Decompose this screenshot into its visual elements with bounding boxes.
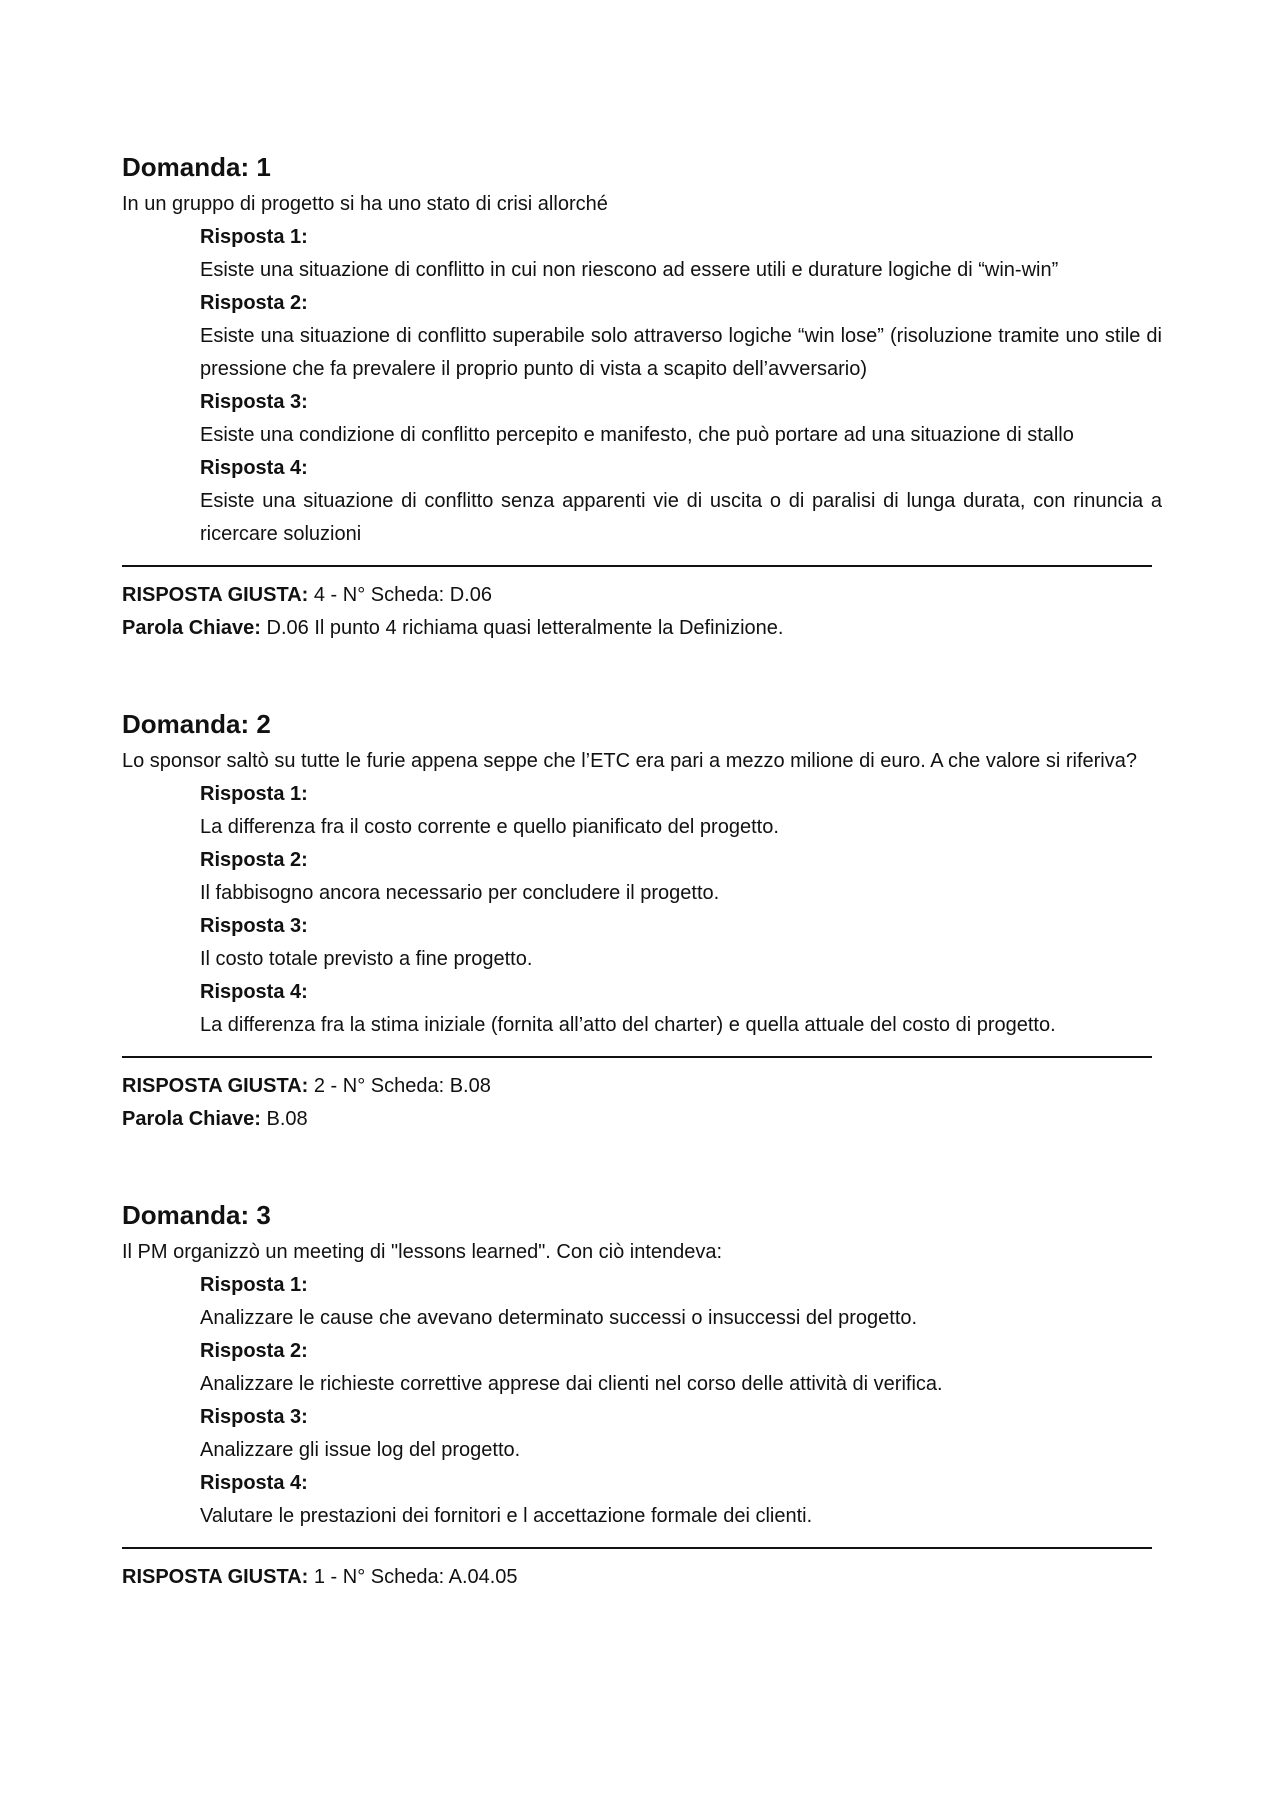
keyword-label: Parola Chiave: — [122, 617, 261, 639]
answer-text: Esiste una situazione di conflitto in cui non riescono ad essere utili e durature logiche di “win-win” — [200, 259, 1059, 281]
answer-list — [200, 221, 1162, 551]
answer-list — [200, 1269, 1162, 1533]
correct-answer-label: RISPOSTA GIUSTA: — [122, 584, 309, 606]
keyword-value: B.08 — [260, 1108, 308, 1130]
divider-line — [122, 1547, 1152, 1549]
answer-text: Esiste una condizione di conflitto percepito e manifesto, che può portare ad una situazione di stallo — [200, 424, 1074, 446]
answer-label: Risposta 1: — [200, 226, 308, 248]
question-text: Il PM organizzò un meeting di "lessons learned". Con ciò intendeva: — [122, 1241, 723, 1263]
question-text: Lo sponsor saltò su tutte le furie appena seppe che l’ETC era pari a mezzo milione di euro. A che valore si riferiva? — [122, 750, 1137, 772]
answer-text: Analizzare le richieste correttive apprese dai clienti nel corso delle attività di verifica. — [200, 1373, 943, 1395]
document-page — [122, 150, 1162, 1656]
answer-text: La differenza fra il costo corrente e quello pianificato del progetto. — [200, 816, 779, 838]
question-3 — [122, 1198, 1162, 1594]
correct-answer — [122, 579, 1162, 612]
answer-label: Risposta 4: — [200, 1472, 308, 1494]
answer-label: Risposta 4: — [200, 981, 308, 1003]
keyword — [122, 1103, 1162, 1136]
answer-label: Risposta 4: — [200, 457, 308, 479]
answer-label: Risposta 2: — [200, 1340, 308, 1362]
divider-line — [122, 565, 1152, 567]
correct-answer-label: RISPOSTA GIUSTA: — [122, 1566, 309, 1588]
question-title: Domanda: 1 — [122, 152, 271, 182]
correct-answer — [122, 1070, 1162, 1103]
answer-list — [200, 778, 1162, 1042]
answer-label: Risposta 2: — [200, 292, 308, 314]
answer-text: Valutare le prestazioni dei fornitori e l accettazione formale dei clienti. — [200, 1505, 813, 1527]
answer-label: Risposta 3: — [200, 915, 308, 937]
keyword-label: Parola Chiave: — [122, 1108, 261, 1130]
answer-label: Risposta 2: — [200, 849, 308, 871]
answer-label: Risposta 3: — [200, 391, 308, 413]
answer-text: Esiste una situazione di conflitto superabile solo attraverso logiche “win lose” (risoluzione tramite uno stile di pressione che fa prevalere il proprio punto di vista a scapito dell’avversario) — [200, 325, 1162, 380]
correct-answer-value: 2 - N° Scheda: B.08 — [308, 1075, 491, 1097]
answer-text: La differenza fra la stima iniziale (fornita all’atto del charter) e quella attuale del costo di progetto. — [200, 1014, 1056, 1036]
correct-answer — [122, 1561, 1162, 1594]
answer-text: Analizzare le cause che avevano determinato successi o insuccessi del progetto. — [200, 1307, 918, 1329]
correct-answer-value: 4 - N° Scheda: D.06 — [308, 584, 492, 606]
answer-text: Analizzare gli issue log del progetto. — [200, 1439, 521, 1461]
keyword-value: D.06 Il punto 4 richiama quasi letteralmente la Definizione. — [260, 617, 784, 639]
answer-text: Il costo totale previsto a fine progetto. — [200, 948, 533, 970]
question-title: Domanda: 2 — [122, 709, 271, 739]
question-2 — [122, 707, 1162, 1136]
answer-text: Il fabbisogno ancora necessario per concludere il progetto. — [200, 882, 720, 904]
correct-answer-value: 1 - N° Scheda: A.04.05 — [308, 1566, 518, 1588]
correct-answer-label: RISPOSTA GIUSTA: — [122, 1075, 309, 1097]
keyword — [122, 612, 1162, 645]
answer-label: Risposta 3: — [200, 1406, 308, 1428]
answer-label: Risposta 1: — [200, 1274, 308, 1296]
answer-label: Risposta 1: — [200, 783, 308, 805]
question-title: Domanda: 3 — [122, 1200, 271, 1230]
answer-text: Esiste una situazione di conflitto senza apparenti vie di uscita o di paralisi di lunga durata, con rinuncia a ricercare soluzioni — [200, 490, 1162, 545]
question-text: In un gruppo di progetto si ha uno stato di crisi allorché — [122, 193, 608, 215]
divider-line — [122, 1056, 1152, 1058]
question-1 — [122, 150, 1162, 645]
